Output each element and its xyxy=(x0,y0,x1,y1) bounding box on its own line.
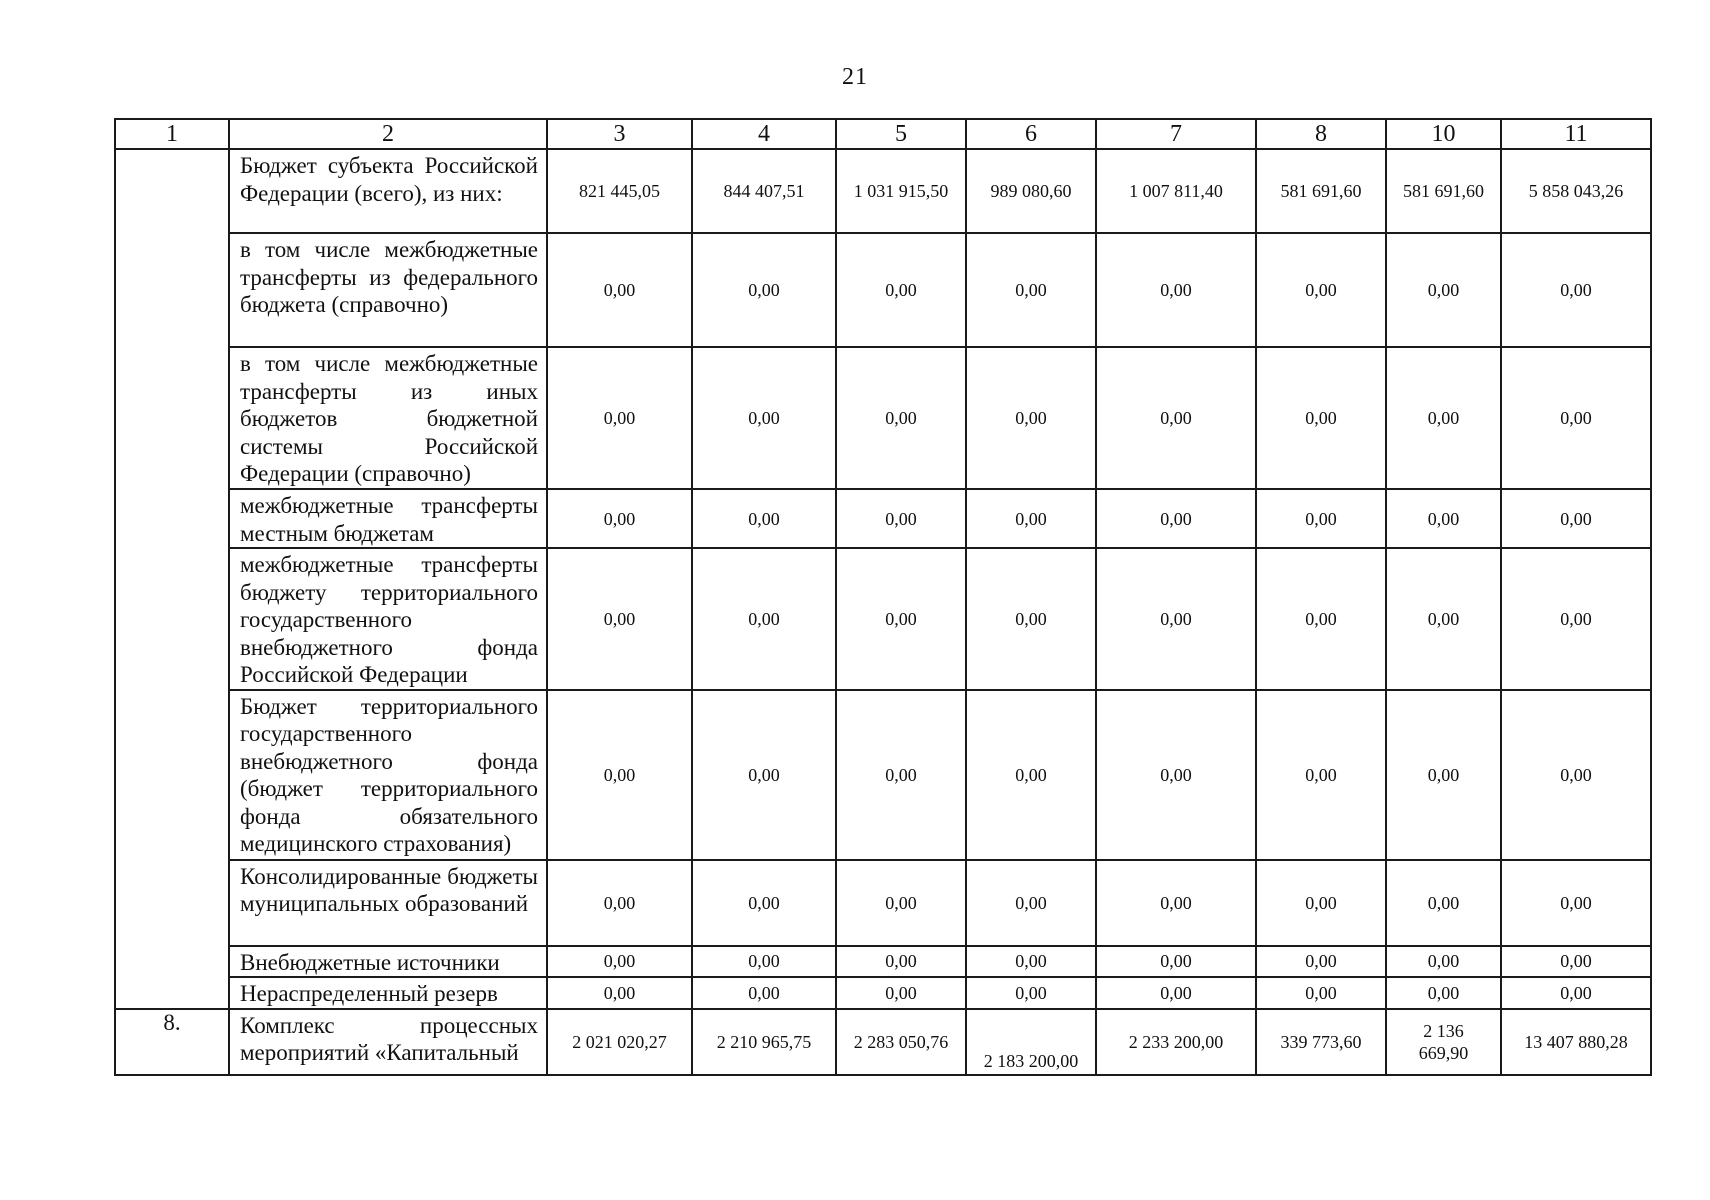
row-number-cell: 8. xyxy=(115,1009,229,1075)
value-cell: 0,00 xyxy=(1501,489,1651,548)
value-cell: 0,00 xyxy=(1096,860,1256,946)
value-cell: 0,00 xyxy=(1096,233,1256,347)
table-row xyxy=(115,1009,1651,1075)
value-cell: 0,00 xyxy=(1386,946,1501,978)
row-label: в том числе межбюджетные трансферты из иных бюджетов бюджетной системы Российской Федерации (справочно) xyxy=(229,347,547,489)
value-cell: 0,00 xyxy=(836,860,966,946)
value-cell: 0,00 xyxy=(547,977,692,1009)
value-cell: 0,00 xyxy=(966,548,1096,690)
value-cell: 821 445,05 xyxy=(547,149,692,233)
value-cell: 0,00 xyxy=(547,489,692,548)
value-cell: 0,00 xyxy=(966,233,1096,347)
row-label: межбюджетные трансферты местным бюджетам xyxy=(229,489,547,548)
value-cell: 0,00 xyxy=(836,548,966,690)
value-cell: 1 007 811,40 xyxy=(1096,149,1256,233)
column-number-header: 1 xyxy=(115,119,229,149)
value-cell: 0,00 xyxy=(1386,977,1501,1009)
row-label: Нераспределенный резерв xyxy=(229,977,547,1009)
value-cell: 0,00 xyxy=(692,690,836,860)
value-cell: 0,00 xyxy=(836,347,966,489)
page-number: 21 xyxy=(842,64,868,90)
row-label: Бюджет субъекта Российской Федерации (всего), из них: xyxy=(229,149,547,233)
value-cell: 0,00 xyxy=(1501,233,1651,347)
row-label: в том числе межбюджетные трансферты из федерального бюджета (справочно) xyxy=(229,233,547,347)
value-cell: 0,00 xyxy=(1096,347,1256,489)
value-cell: 339 773,60 xyxy=(1256,1009,1386,1075)
value-cell: 5 858 043,26 xyxy=(1501,149,1651,233)
value-cell: 2 183 200,00 xyxy=(966,1009,1096,1075)
value-cell: 0,00 xyxy=(547,233,692,347)
table-row xyxy=(115,149,1651,233)
column-number-header: 4 xyxy=(692,119,836,149)
value-cell: 0,00 xyxy=(692,977,836,1009)
column-number-header: 8 xyxy=(1256,119,1386,149)
table-row xyxy=(115,347,1651,489)
value-cell: 0,00 xyxy=(1501,548,1651,690)
table-row xyxy=(115,690,1651,860)
value-cell: 0,00 xyxy=(836,946,966,978)
value-cell: 0,00 xyxy=(966,946,1096,978)
value-cell: 1 031 915,50 xyxy=(836,149,966,233)
value-cell: 0,00 xyxy=(1256,489,1386,548)
value-cell: 844 407,51 xyxy=(692,149,836,233)
table-row xyxy=(115,489,1651,548)
value-cell: 0,00 xyxy=(692,489,836,548)
value-cell: 581 691,60 xyxy=(1386,149,1501,233)
value-cell: 0,00 xyxy=(966,347,1096,489)
table-row xyxy=(115,233,1651,347)
value-cell: 2 021 020,27 xyxy=(547,1009,692,1075)
value-cell: 0,00 xyxy=(1256,860,1386,946)
value-cell: 0,00 xyxy=(1501,946,1651,978)
column-number-header: 6 xyxy=(966,119,1096,149)
value-cell: 0,00 xyxy=(692,946,836,978)
value-cell: 0,00 xyxy=(692,233,836,347)
value-cell: 0,00 xyxy=(836,233,966,347)
value-cell: 0,00 xyxy=(966,489,1096,548)
budget-table xyxy=(114,118,1652,1076)
value-cell: 0,00 xyxy=(1096,548,1256,690)
value-cell: 13 407 880,28 xyxy=(1501,1009,1651,1075)
value-cell: 2 136 669,90 xyxy=(1386,1009,1501,1075)
table-row xyxy=(115,977,1651,1009)
column-number-header: 10 xyxy=(1386,119,1501,149)
value-cell: 0,00 xyxy=(1386,548,1501,690)
value-cell: 0,00 xyxy=(1386,690,1501,860)
value-cell: 0,00 xyxy=(1501,690,1651,860)
column-number-header: 7 xyxy=(1096,119,1256,149)
column-number-header: 3 xyxy=(547,119,692,149)
value-cell: 0,00 xyxy=(1256,690,1386,860)
value-cell: 2 283 050,76 xyxy=(836,1009,966,1075)
value-cell: 0,00 xyxy=(547,946,692,978)
row-label: межбюджетные трансферты бюджету территориального государственного внебюджетного фонда Российской Федерации xyxy=(229,548,547,690)
value-cell: 0,00 xyxy=(966,690,1096,860)
value-cell: 0,00 xyxy=(547,860,692,946)
value-cell: 0,00 xyxy=(1096,690,1256,860)
row-label: Бюджет территориального государственного внебюджетного фонда (бюджет территориального фонда обязательного медицинского страхования) xyxy=(229,690,547,860)
row-label: Комплекс процессных мероприятий «Капитальный xyxy=(229,1009,547,1075)
row-number-cell xyxy=(115,149,229,1009)
column-number-header: 11 xyxy=(1501,119,1651,149)
value-cell: 581 691,60 xyxy=(1256,149,1386,233)
value-cell: 0,00 xyxy=(836,489,966,548)
row-label: Консолидированные бюджеты муниципальных образований xyxy=(229,860,547,946)
value-cell: 0,00 xyxy=(1096,977,1256,1009)
value-cell: 989 080,60 xyxy=(966,149,1096,233)
value-cell: 0,00 xyxy=(1096,489,1256,548)
row-label: Внебюджетные источники xyxy=(229,946,547,978)
value-cell: 0,00 xyxy=(1096,946,1256,978)
value-cell: 0,00 xyxy=(1256,347,1386,489)
value-cell: 0,00 xyxy=(1256,548,1386,690)
value-cell: 0,00 xyxy=(1256,946,1386,978)
column-number-header: 2 xyxy=(229,119,547,149)
value-cell: 2 210 965,75 xyxy=(692,1009,836,1075)
value-cell: 2 233 200,00 xyxy=(1096,1009,1256,1075)
value-cell: 0,00 xyxy=(1501,347,1651,489)
table-row xyxy=(115,946,1651,978)
value-cell: 0,00 xyxy=(1256,233,1386,347)
value-cell: 0,00 xyxy=(966,860,1096,946)
value-cell: 0,00 xyxy=(692,548,836,690)
value-cell: 0,00 xyxy=(692,347,836,489)
value-cell: 0,00 xyxy=(1386,233,1501,347)
table-row xyxy=(115,860,1651,946)
value-cell: 0,00 xyxy=(547,347,692,489)
table-header-row xyxy=(115,119,1651,149)
value-cell: 0,00 xyxy=(692,860,836,946)
value-cell: 0,00 xyxy=(1386,860,1501,946)
value-cell: 0,00 xyxy=(1501,977,1651,1009)
value-cell: 0,00 xyxy=(1256,977,1386,1009)
value-cell: 0,00 xyxy=(1501,860,1651,946)
column-number-header: 5 xyxy=(836,119,966,149)
value-cell: 0,00 xyxy=(1386,489,1501,548)
value-cell: 0,00 xyxy=(1386,347,1501,489)
value-cell: 0,00 xyxy=(836,977,966,1009)
table-row xyxy=(115,548,1651,690)
value-cell: 0,00 xyxy=(547,548,692,690)
value-cell: 0,00 xyxy=(836,690,966,860)
value-cell: 0,00 xyxy=(547,690,692,860)
value-cell: 0,00 xyxy=(966,977,1096,1009)
